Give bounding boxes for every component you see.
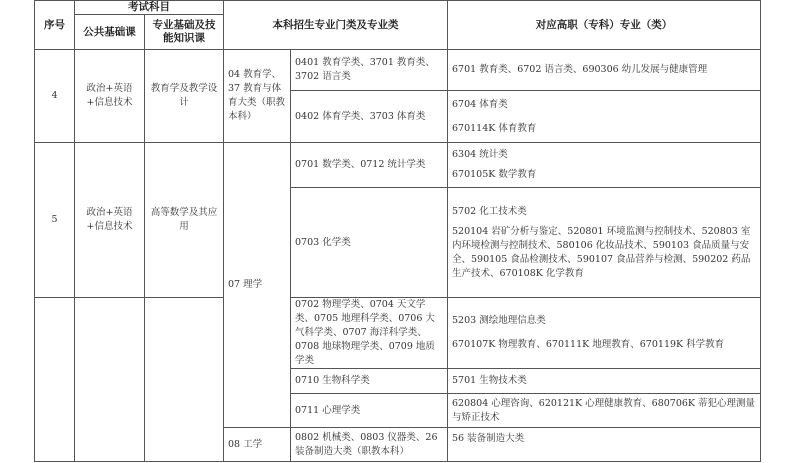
group6-major-3: 0711 心理学类 [291,394,448,428]
group4-category: 04 教育学、37 教育与体育大类（职教本科） [224,50,291,143]
group6-major-2: 0710 生物科学类 [291,369,448,394]
group5-seq: 5 [35,143,75,298]
group4-major-2: 0402 体育学类、3703 体育类 [291,91,448,143]
group6-voc-1 [448,298,761,369]
group4-voc-2 [448,91,761,143]
group4-public-course: 政治+英语+信息技术 [75,50,145,143]
group6-voc-4: 56 装备制造大类 [448,428,761,462]
group6-category-2: 08 工学 [224,428,291,462]
group5-voc-1 [448,143,761,188]
voc-line: 5702 化工技术类 [452,205,527,217]
voc-line: 520104 岩矿分析与鉴定、520801 环境监测与控制技术、520803 室内环境检测与控制技术、580106 化妆品技术、590103 食品质量与安全、590105 食品检测技术、590107 食品营养与检测、590202 药品生产技术、670108K 化学教育 [452,225,751,279]
group4-seq: 4 [35,50,75,143]
group5-public-course: 政治+英语+信息技术 [75,143,145,298]
group5-voc-2 [448,188,761,298]
header-higher-voc-majors: 对应高职（专科）专业（类） [448,1,761,50]
group4-professional-course: 教育学及教学设计 [145,50,224,143]
group6-professional-empty [145,298,224,462]
voc-line: 6704 体育类 [452,98,508,110]
header-professional-course: 专业基础及技能知识课 [145,15,224,50]
voc-line: 670114K 体育教育 [452,122,537,134]
group6-major-1: 0702 物理学类、0704 天文学类、0705 地理科学类、0706 大气科学类、0707 海洋科学类、0708 地球物理学类、0709 地质学类 [291,298,448,369]
header-seq: 序号 [35,1,75,50]
header-undergrad-majors: 本科招生专业门类及专业类 [224,1,448,50]
group6-public-empty [75,298,145,462]
group6-seq-empty [35,298,75,462]
group6-major-4: 0802 机械类、0803 仪器类、26 装备制造大类（职教本科） [291,428,448,462]
group5-category: 07 理学 [224,143,291,428]
group5-professional-course: 高等数学及其应用 [145,143,224,298]
group5-major-2: 0703 化学类 [291,188,448,298]
admissions-table [34,0,761,462]
voc-line: 670105K 数学教育 [452,169,537,180]
header-public-course: 公共基础课 [75,15,145,50]
voc-line: 670107K 物理教育、670111K 地理教育、670119K 科学教育 [452,339,725,350]
group5-major-1: 0701 数学类、0712 统计学类 [291,143,448,188]
group4-major-1: 0401 教育学类、3701 教育类、3702 语言类 [291,50,448,91]
voc-line: 5203 测绘地理信息类 [452,315,546,326]
header-exam-subjects: 考试科目 [75,1,224,15]
group6-voc-3: 620804 心理咨询、620121K 心理健康教育、680706K 蒂犯心理测量与矫正技术 [448,394,761,428]
group6-voc-2: 5701 生物技术类 [448,369,761,394]
group4-voc-1: 6701 教育类、6702 语言类、690306 幼儿发展与健康管理 [448,50,761,91]
voc-line: 6304 统计类 [452,149,508,160]
